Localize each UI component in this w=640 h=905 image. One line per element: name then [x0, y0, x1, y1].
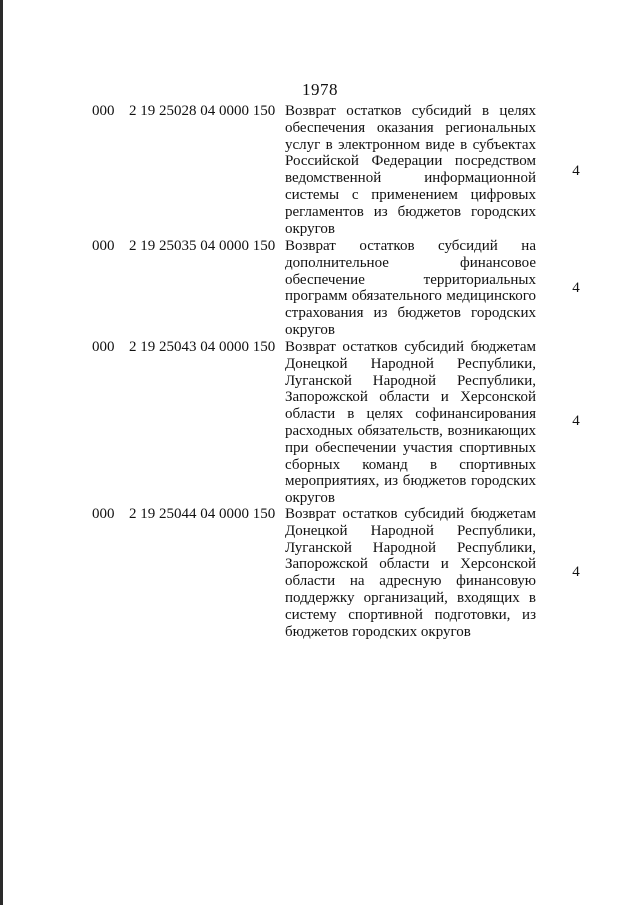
scan-edge [0, 0, 3, 905]
row-value: 4 [572, 413, 580, 429]
row-code: 000 [92, 238, 115, 254]
row-value: 4 [572, 280, 580, 296]
row-value: 4 [572, 564, 580, 580]
row-code: 000 [92, 339, 115, 355]
row-code: 000 [92, 506, 115, 522]
row-code: 000 [92, 103, 115, 119]
row-value: 4 [572, 163, 580, 179]
row-description: Возврат остатков субсидий на дополнительное финансовое обеспечение территориальных программ обязательного медицинского страхования из бюджетов городских округов [285, 238, 536, 338]
row-description: Возврат остатков субсидий бюджетам Донецкой Народной Республики, Луганской Народной Республики, Запорожской области и Херсонской области на адресную финансовую поддержку организаций, входящих в систему спортивной подготовки, из бюджетов городских округов [285, 506, 536, 640]
row-description: Возврат остатков субсидий в целях обеспечения оказания региональных услуг в электронном виде в субъектах Российской Федерации посредством ведомственной информационной системы с применением цифровых регламентов из бюджетов городских округов [285, 103, 536, 237]
page-number: 1978 [302, 80, 338, 99]
row-kbk: 2 19 25044 04 0000 150 [129, 506, 276, 522]
row-kbk: 2 19 25035 04 0000 150 [129, 238, 276, 254]
row-kbk: 2 19 25028 04 0000 150 [129, 103, 276, 119]
row-description: Возврат остатков субсидий бюджетам Донецкой Народной Республики, Луганской Народной Республики, Запорожской области и Херсонской области в целях софинансирования расходных обязательств, возникающих при обеспечении участия спортивных сборных команд в спортивных мероприятиях, из бюджетов городских округов [285, 339, 536, 507]
row-kbk: 2 19 25043 04 0000 150 [129, 339, 276, 355]
